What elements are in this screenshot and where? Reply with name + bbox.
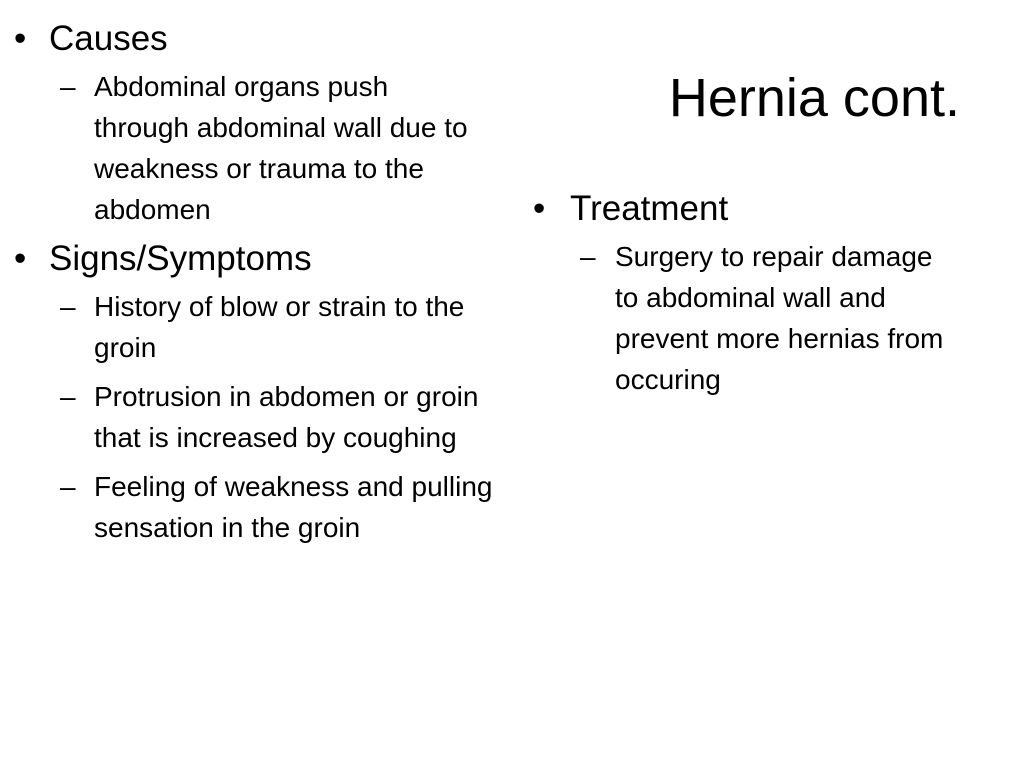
sub-bullet-treatment-1 [533, 236, 960, 400]
bullet-marker: • [14, 239, 27, 278]
slide-title: Hernia cont. [668, 68, 960, 128]
dash-marker: – [60, 471, 76, 502]
dash-marker: – [580, 241, 596, 272]
sub-bullet-text: Abdominal organs push through abdominal wall due to weakness or trauma to the abdomen [94, 71, 468, 225]
bullet-signs-label: Signs/Symptoms [49, 239, 312, 278]
dash-marker: – [60, 71, 76, 102]
dash-marker: – [60, 381, 76, 412]
dash-marker: – [60, 291, 76, 322]
sub-bullet-text: Surgery to repair damage to abdominal wall and prevent more hernias from occuring [615, 241, 944, 395]
bullet-causes [14, 18, 504, 60]
right-column [533, 188, 973, 408]
bullet-marker: • [14, 19, 27, 58]
sub-bullet-text: Protrusion in abdomen or groin that is increased by coughing [94, 381, 479, 453]
bullet-marker: • [533, 189, 546, 228]
sub-bullet-causes-1 [14, 66, 474, 230]
bullet-treatment-label: Treatment [570, 189, 729, 228]
sub-bullet-text: History of blow or strain to the groin [94, 291, 465, 363]
sub-bullet-signs-3 [14, 466, 494, 548]
bullet-treatment [533, 188, 973, 230]
sub-bullet-signs-2 [14, 376, 494, 458]
sub-bullet-text: Feeling of weakness and pulling sensation in the groin [94, 471, 493, 543]
sub-bullet-signs-1 [14, 286, 504, 368]
bullet-signs-symptoms [14, 238, 504, 280]
bullet-causes-label: Causes [49, 19, 168, 58]
left-column [14, 18, 504, 556]
